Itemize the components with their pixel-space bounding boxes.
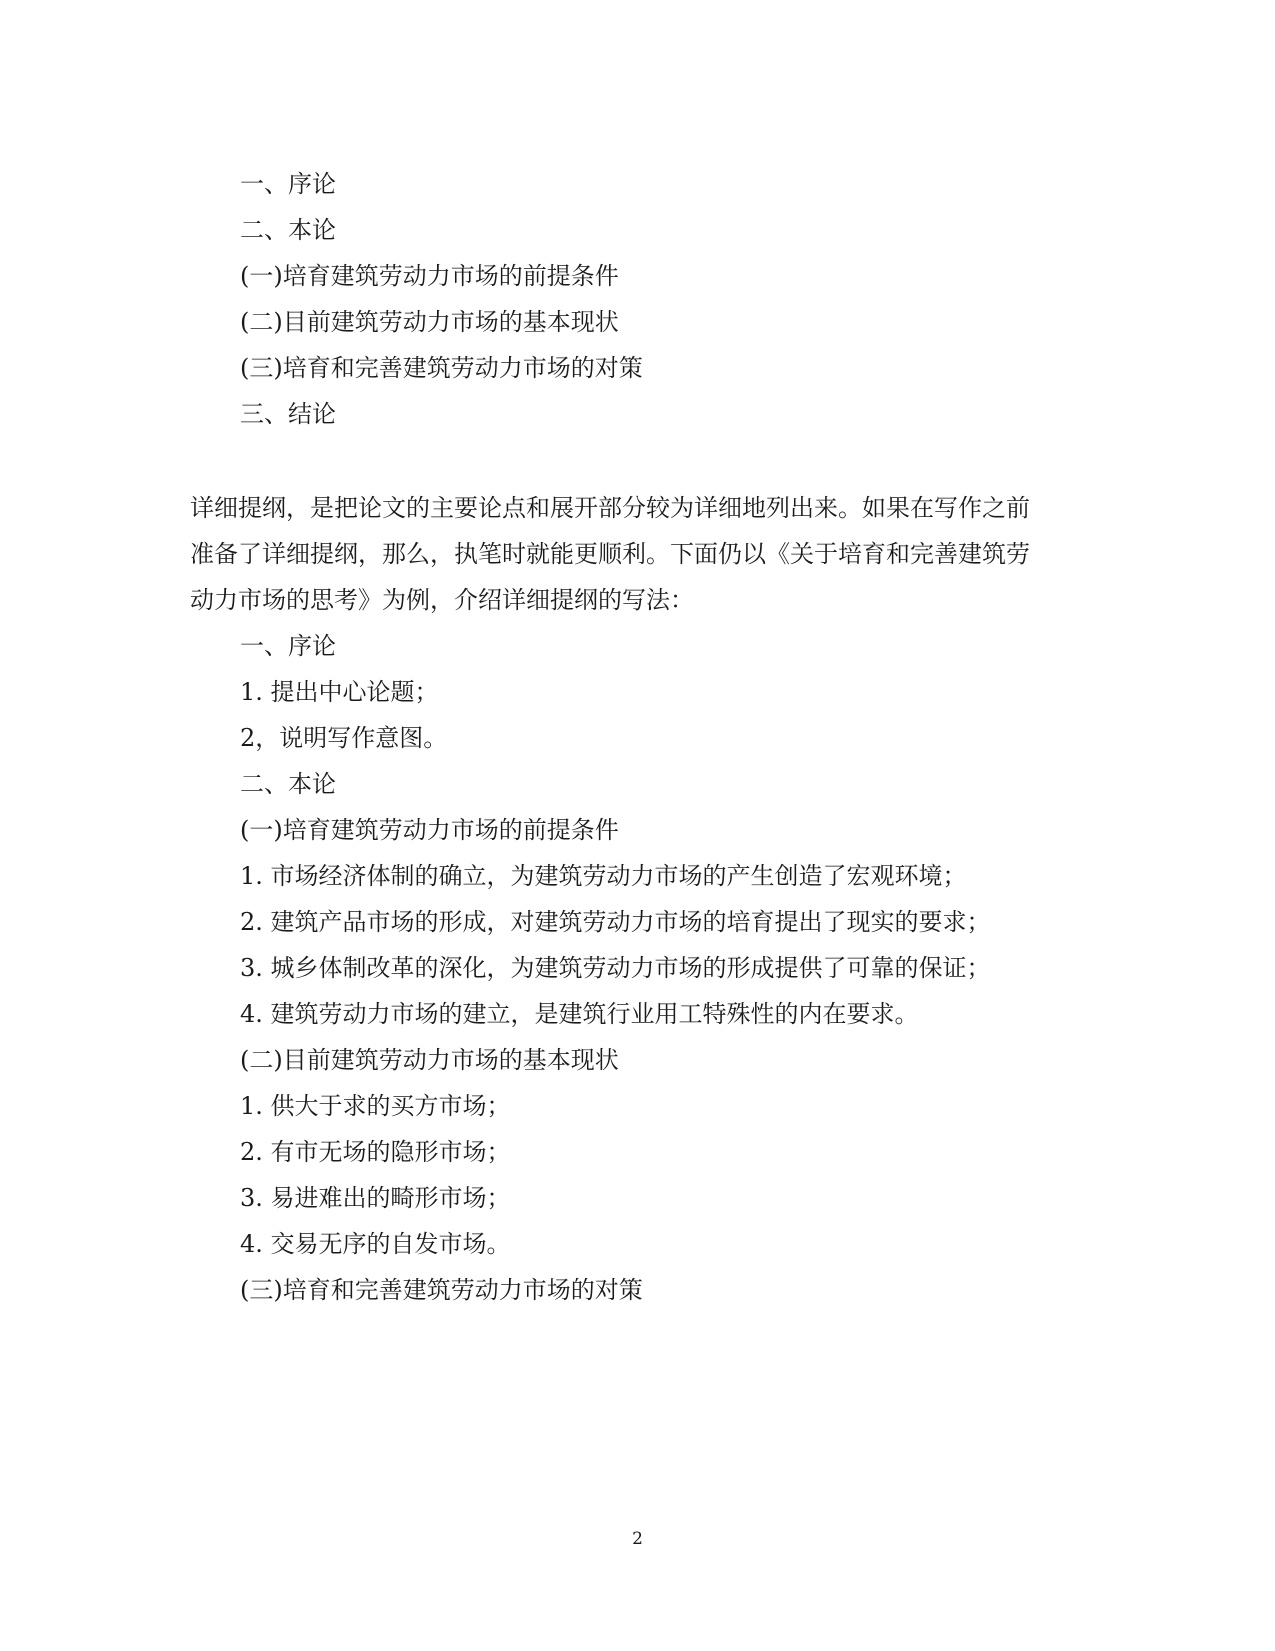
intro-paragraph-line: 详细提纲，是把论文的主要论点和展开部分较为详细地列出来。如果在写作之前: [190, 494, 1030, 522]
intro-paragraph-line: 动力市场的思考》为例，介绍详细提纲的写法：: [190, 586, 694, 614]
outline-detailed-item: 4. 建筑劳动力市场的建立，是建筑行业用工特殊性的内在要求。: [240, 1000, 919, 1028]
outline-detailed-item: (二)目前建筑劳动力市场的基本现状: [240, 1046, 619, 1074]
outline-detailed-item: 3. 城乡体制改革的深化，为建筑劳动力市场的形成提供了可靠的保证；: [240, 954, 991, 982]
outline-detailed-item: 1. 提出中心论题；: [240, 678, 439, 706]
outline-brief-item: (三)培育和完善建筑劳动力市场的对策: [240, 354, 643, 382]
outline-detailed-item: 1. 市场经济体制的确立，为建筑劳动力市场的产生创造了宏观环境；: [240, 862, 967, 890]
outline-brief-item: 二、本论: [240, 216, 336, 244]
outline-detailed-item: 1. 供大于求的买方市场；: [240, 1092, 511, 1120]
outline-detailed-item: (一)培育建筑劳动力市场的前提条件: [240, 816, 619, 844]
outline-brief-item: (二)目前建筑劳动力市场的基本现状: [240, 308, 619, 336]
outline-detailed-item: 2，说明写作意图。: [240, 724, 448, 752]
outline-brief-item: 一、序论: [240, 170, 336, 198]
outline-brief-item: (一)培育建筑劳动力市场的前提条件: [240, 262, 619, 290]
outline-detailed-item: 一、序论: [240, 632, 336, 660]
outline-detailed-item: 4. 交易无序的自发市场。: [240, 1230, 511, 1258]
outline-detailed-item: (三)培育和完善建筑劳动力市场的对策: [240, 1276, 643, 1304]
outline-detailed-item: 3. 易进难出的畸形市场；: [240, 1184, 511, 1212]
outline-detailed-item: 2. 建筑产品市场的形成，对建筑劳动力市场的培育提出了现实的要求；: [240, 908, 991, 936]
page-number: 2: [632, 1529, 643, 1549]
outline-detailed-item: 二、本论: [240, 770, 336, 798]
outline-detailed-item: 2. 有市无场的隐形市场；: [240, 1138, 511, 1166]
outline-brief-item: 三、结论: [240, 400, 336, 428]
intro-paragraph-line: 准备了详细提纲，那么，执笔时就能更顺利。下面仍以《关于培育和完善建筑劳: [190, 540, 1030, 568]
